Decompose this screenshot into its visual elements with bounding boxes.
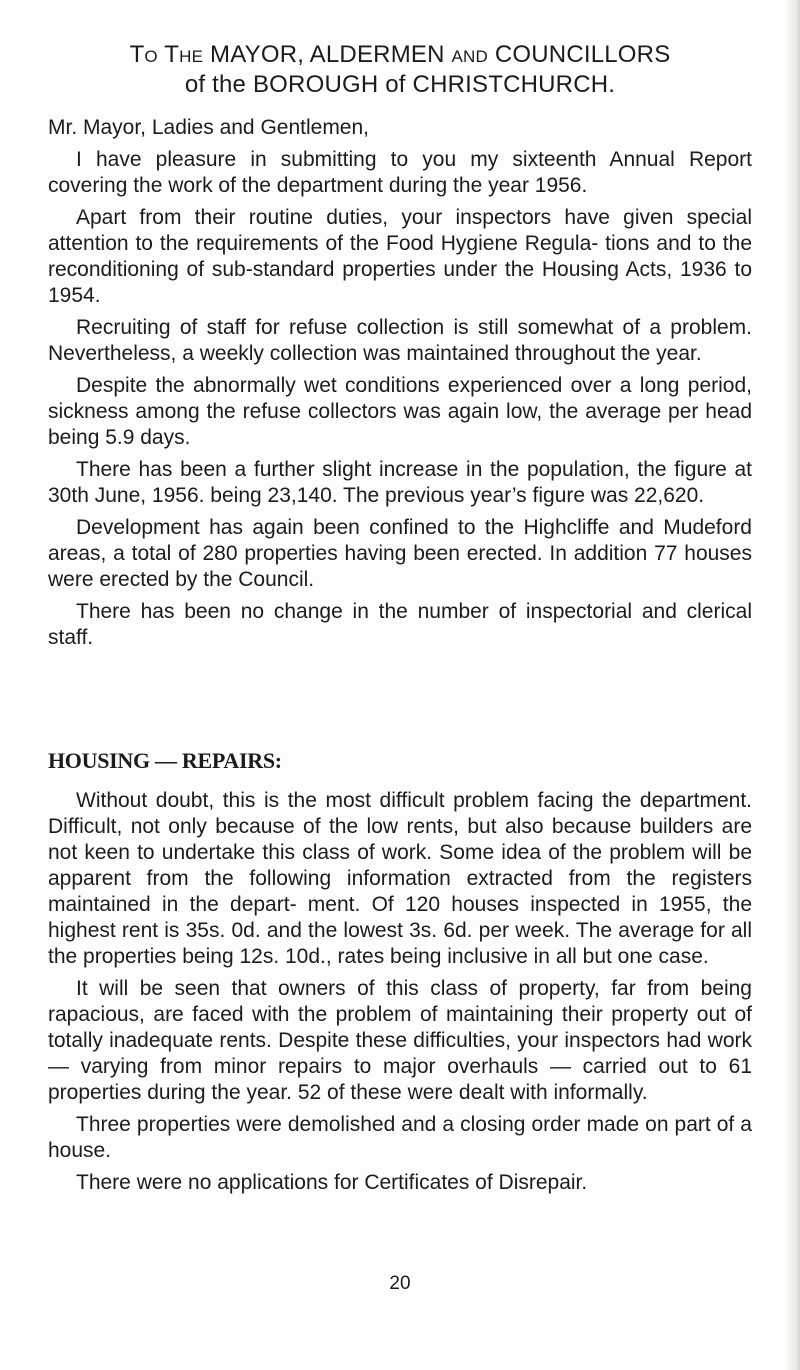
paragraph: There were no applications for Certificates of Disrepair. xyxy=(76,1171,588,1194)
letter-body xyxy=(48,115,752,651)
paragraph: Despite the abnormally wet conditions experienced over a long period, sickness among the refuse collectors was again low, the average per head being 5.9 days. xyxy=(48,374,752,449)
paragraph: Three properties were demolished and a closing order made on part of a house. xyxy=(48,1113,752,1162)
paragraph: Apart from their routine duties, your inspectors have given special attention to the requirements of the Food Hygiene Regula- tions and to the reconditioning of sub-standard properties under the Housing Acts, 1936 to 1954. xyxy=(48,206,752,307)
report-header xyxy=(48,40,752,100)
paragraph: There has been a further slight increase in the population, the figure at 30th June, 1956. being 23,140. The previous year’s figure was 22,620. xyxy=(48,458,752,507)
header-line-2: of the BOROUGH of CHRISTCHURCH. xyxy=(184,71,616,98)
page-number: 20 xyxy=(389,1273,411,1294)
section-heading: HOUSING — REPAIRS: xyxy=(48,748,282,773)
paragraph: Recruiting of staff for refuse collection is still somewhat of a problem. Nevertheless, a weekly collection was maintained throughout the year. xyxy=(48,316,752,365)
paragraph: I have pleasure in submitting to you my sixteenth Annual Report covering the work of the department during the year 1956. xyxy=(48,148,752,197)
salutation: Mr. Mayor, Ladies and Gentlemen, xyxy=(48,116,369,139)
paragraph: There has been no change in the number of inspectorial and clerical staff. xyxy=(48,600,752,649)
paragraph: Development has again been confined to the Highcliffe and Mudeford areas, a total of 280 properties having been erected. In addition 77 houses were erected by the Council. xyxy=(48,516,752,591)
paragraph: Without doubt, this is the most difficult problem facing the department. Difficult, not only because of the low rents, but also because builders are not keen to undertake this class of work. Some idea of the problem will be apparent from the following information extracted from the registers maintained in the depart- ment. Of 120 houses inspected in 1955, the highest rent is 35s. 0d. and the lowest 3s. 6d. per week. The average for all the properties being 12s. 10d., rates being inclusive in all but one case. xyxy=(48,789,752,968)
header-line-1: To The MAYOR, ALDERMEN and COUNCILLORS xyxy=(129,41,671,68)
paragraph: It will be seen that owners of this class of property, far from being rapacious, are faced with the problem of maintaining their property out of totally inadequate rents. Despite these difficulties, your inspectors had work — varying from minor repairs to major overhauls — carried out to 61 properties during the year. 52 of these were dealt with informally. xyxy=(48,977,752,1104)
housing-repairs-section xyxy=(48,747,752,1196)
page-edge-shadow xyxy=(786,0,800,1370)
